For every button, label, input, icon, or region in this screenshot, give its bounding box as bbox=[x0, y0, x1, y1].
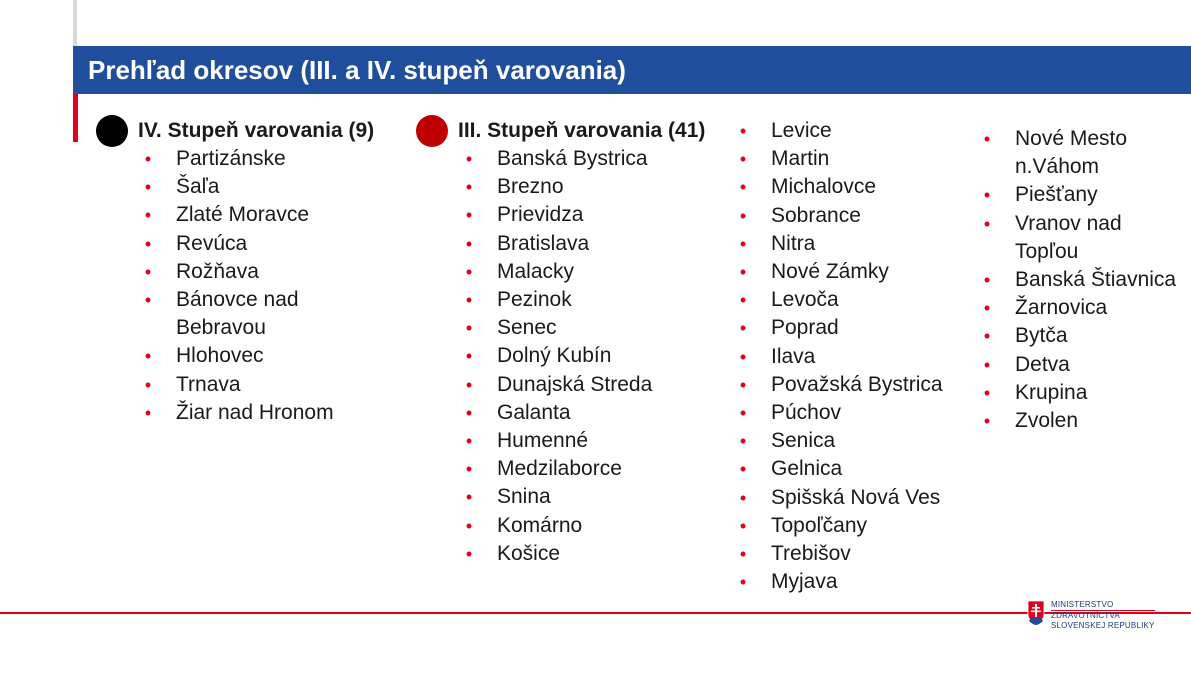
district-name: Partizánske bbox=[176, 147, 286, 170]
district-item bbox=[733, 145, 943, 173]
district-item bbox=[733, 173, 943, 201]
district-item bbox=[459, 286, 652, 314]
district-item bbox=[733, 230, 943, 258]
bullet-icon: • bbox=[739, 233, 747, 254]
bullet-icon: • bbox=[739, 572, 747, 593]
level-iii-district-list-2 bbox=[733, 117, 943, 596]
bullet-icon: • bbox=[739, 515, 747, 536]
bullet-icon: • bbox=[983, 270, 991, 291]
district-name: Košice bbox=[497, 541, 561, 565]
bullet-icon: • bbox=[983, 411, 991, 432]
level-iii-district-list-1 bbox=[459, 145, 652, 568]
bullet-icon: • bbox=[739, 431, 747, 452]
logo-line-1: MINISTERSTVO bbox=[1051, 600, 1155, 611]
district-name: Gelnica bbox=[771, 457, 843, 481]
bullet-icon: • bbox=[465, 261, 473, 282]
bullet-icon: • bbox=[739, 177, 747, 198]
district-name: Galanta bbox=[497, 400, 571, 424]
district-name: Myjava bbox=[771, 570, 838, 594]
district-name: Pezinok bbox=[497, 288, 572, 312]
district-item bbox=[733, 427, 943, 455]
district-item bbox=[459, 173, 652, 201]
district-name: Nové Mesto bbox=[1015, 127, 1128, 150]
bullet-icon: • bbox=[465, 233, 473, 254]
district-name: Levice bbox=[771, 119, 832, 142]
bullet-icon: • bbox=[983, 213, 991, 234]
bullet-icon: • bbox=[739, 346, 747, 367]
bullet-icon: • bbox=[465, 431, 473, 452]
district-item bbox=[459, 371, 652, 399]
district-name: Banská Štiavnica bbox=[1015, 268, 1177, 292]
bullet-icon: • bbox=[465, 515, 473, 536]
district-item bbox=[459, 314, 652, 342]
district-item bbox=[733, 202, 943, 230]
district-name: Sobrance bbox=[771, 203, 861, 227]
district-name: Spišská Nová Ves bbox=[771, 485, 941, 509]
district-name: Trnava bbox=[176, 372, 241, 396]
bullet-icon: • bbox=[983, 298, 991, 319]
bullet-icon: • bbox=[739, 403, 747, 424]
bullet-icon: • bbox=[465, 205, 473, 226]
district-item bbox=[733, 117, 943, 145]
bullet-icon: • bbox=[739, 487, 747, 508]
bullet-icon: • bbox=[465, 177, 473, 198]
bullet-icon: • bbox=[144, 290, 152, 311]
district-name: Malacky bbox=[497, 259, 575, 283]
logo-text bbox=[1051, 600, 1155, 631]
district-item bbox=[977, 266, 1176, 294]
district-item bbox=[459, 540, 652, 568]
bullet-icon: • bbox=[983, 354, 991, 375]
district-item bbox=[733, 258, 943, 286]
district-item bbox=[138, 201, 334, 229]
district-item bbox=[138, 342, 334, 370]
bullet-icon: • bbox=[465, 149, 473, 169]
bullet-icon: • bbox=[739, 121, 747, 141]
district-item bbox=[977, 125, 1176, 153]
district-item bbox=[459, 258, 652, 286]
district-name: Bebravou bbox=[176, 316, 266, 340]
district-name: Trebišov bbox=[771, 542, 851, 566]
top-divider bbox=[73, 0, 77, 46]
district-name: Prievidza bbox=[497, 203, 584, 227]
district-item bbox=[138, 230, 334, 258]
district-item bbox=[733, 455, 943, 483]
district-name: Revúca bbox=[176, 231, 248, 255]
district-item bbox=[138, 173, 334, 201]
district-name: Dunajská Streda bbox=[497, 372, 653, 396]
district-item bbox=[733, 540, 943, 568]
district-name: Rožňava bbox=[176, 259, 259, 283]
bullet-icon: • bbox=[983, 382, 991, 403]
district-name: Dolný Kubín bbox=[497, 344, 612, 368]
bullet-icon: • bbox=[739, 149, 747, 170]
bullet-icon: • bbox=[739, 459, 747, 480]
district-item bbox=[733, 371, 943, 399]
district-name: Piešťany bbox=[1015, 183, 1098, 207]
district-item bbox=[977, 351, 1176, 379]
district-item bbox=[977, 294, 1176, 322]
district-item bbox=[138, 258, 334, 286]
district-name: Šaľa bbox=[176, 175, 220, 199]
district-item bbox=[977, 153, 1176, 181]
district-item bbox=[733, 286, 943, 314]
bullet-icon: • bbox=[144, 346, 152, 367]
district-item bbox=[977, 181, 1176, 209]
district-item bbox=[733, 568, 943, 596]
black-circle-icon bbox=[96, 115, 128, 147]
title-bar bbox=[73, 46, 1191, 94]
legend-level-iii bbox=[416, 115, 705, 147]
district-item bbox=[459, 399, 652, 427]
bullet-icon: • bbox=[739, 318, 747, 339]
bullet-icon: • bbox=[144, 374, 152, 395]
bullet-icon: • bbox=[465, 374, 473, 395]
district-name: Hlohovec bbox=[176, 344, 264, 368]
district-name: Detva bbox=[1015, 352, 1070, 376]
district-name: Nové Zámky bbox=[771, 260, 889, 284]
district-name: Topľou bbox=[1015, 239, 1079, 263]
district-name: Ilava bbox=[771, 344, 816, 368]
bullet-icon: • bbox=[739, 290, 747, 311]
logo-line-3: SLOVENSKEJ REPUBLIKY bbox=[1051, 621, 1155, 630]
district-name: Snina bbox=[497, 485, 551, 509]
bullet-icon: • bbox=[465, 487, 473, 508]
district-name: Nitra bbox=[771, 231, 816, 255]
district-name: Brezno bbox=[497, 175, 564, 199]
bullet-icon: • bbox=[144, 177, 152, 198]
district-item bbox=[733, 484, 943, 512]
bullet-icon: • bbox=[465, 459, 473, 480]
bullet-icon: • bbox=[983, 326, 991, 347]
bullet-icon: • bbox=[465, 346, 473, 367]
district-item bbox=[977, 322, 1176, 350]
bullet-icon: • bbox=[465, 402, 473, 423]
red-circle-icon bbox=[416, 115, 448, 147]
district-item bbox=[138, 145, 334, 173]
district-item bbox=[459, 230, 652, 258]
bullet-icon: • bbox=[739, 205, 747, 226]
level-iii-district-list-3 bbox=[977, 125, 1176, 435]
bullet-icon: • bbox=[465, 543, 473, 564]
district-item bbox=[459, 145, 652, 173]
district-name: Senica bbox=[771, 429, 836, 453]
district-name: Medzilaborce bbox=[497, 457, 622, 481]
district-item bbox=[977, 238, 1176, 266]
logo-line-2: ZDRAVOTNÍCTVA bbox=[1051, 611, 1120, 620]
bullet-icon: • bbox=[144, 205, 152, 226]
district-item bbox=[459, 427, 652, 455]
bullet-icon: • bbox=[465, 318, 473, 339]
district-name: Zvolen bbox=[1015, 409, 1079, 433]
district-name: Komárno bbox=[497, 513, 583, 537]
bullet-icon: • bbox=[739, 544, 747, 565]
district-name: Krupina bbox=[1015, 380, 1088, 404]
district-item bbox=[459, 342, 652, 370]
legend-level-iv-label: IV. Stupeň varovania (9) bbox=[138, 119, 375, 142]
bullet-icon: • bbox=[739, 374, 747, 395]
slovak-coat-of-arms-icon bbox=[1027, 600, 1045, 626]
district-item bbox=[977, 210, 1176, 238]
bullet-icon: • bbox=[144, 402, 152, 423]
district-name: Zlaté Moravce bbox=[176, 203, 310, 227]
district-item bbox=[733, 399, 943, 427]
district-name: Žiar nad Hronom bbox=[176, 400, 334, 424]
ministry-logo bbox=[1027, 600, 1155, 631]
district-name: Levoča bbox=[771, 288, 839, 312]
district-name: Vranov nad bbox=[1015, 211, 1122, 235]
district-item bbox=[733, 314, 943, 342]
district-name: Bánovce nad bbox=[176, 288, 299, 312]
district-name: n.Váhom bbox=[1015, 155, 1100, 179]
district-name: Banská Bystrica bbox=[497, 147, 648, 170]
bullet-icon: • bbox=[465, 290, 473, 311]
district-item bbox=[138, 286, 334, 314]
legend-level-iii-label: III. Stupeň varovania (41) bbox=[458, 119, 706, 142]
footer-divider bbox=[0, 612, 1191, 614]
district-item bbox=[138, 371, 334, 399]
district-name: Poprad bbox=[771, 316, 839, 340]
bullet-icon: • bbox=[144, 149, 152, 169]
district-name: Bratislava bbox=[497, 231, 590, 255]
district-name: Senec bbox=[497, 316, 557, 340]
district-item bbox=[138, 314, 334, 342]
bullet-icon: • bbox=[983, 129, 991, 149]
bullet-icon: • bbox=[983, 185, 991, 206]
bullet-icon: • bbox=[144, 233, 152, 254]
red-accent-bar bbox=[73, 94, 78, 142]
legend-level-iv bbox=[96, 115, 374, 147]
district-name: Martin bbox=[771, 147, 830, 171]
district-item bbox=[977, 407, 1176, 435]
district-item bbox=[459, 455, 652, 483]
district-name: Považská Bystrica bbox=[771, 372, 943, 396]
district-name: Michalovce bbox=[771, 175, 877, 199]
level-iv-district-list bbox=[138, 145, 334, 427]
bullet-icon: • bbox=[739, 262, 747, 283]
district-item bbox=[733, 512, 943, 540]
district-name: Humenné bbox=[497, 429, 589, 453]
district-item bbox=[459, 512, 652, 540]
district-item bbox=[977, 379, 1176, 407]
district-name: Bytča bbox=[1015, 324, 1068, 348]
district-name: Topoľčany bbox=[771, 513, 868, 537]
page-title: Prehľad okresov (III. a IV. stupeň varovania) bbox=[88, 55, 626, 85]
district-name: Žarnovica bbox=[1015, 296, 1108, 320]
district-item bbox=[138, 399, 334, 427]
district-item bbox=[459, 483, 652, 511]
district-name: Púchov bbox=[771, 401, 842, 425]
district-item bbox=[733, 343, 943, 371]
bullet-icon: • bbox=[144, 261, 152, 282]
district-item bbox=[459, 201, 652, 229]
